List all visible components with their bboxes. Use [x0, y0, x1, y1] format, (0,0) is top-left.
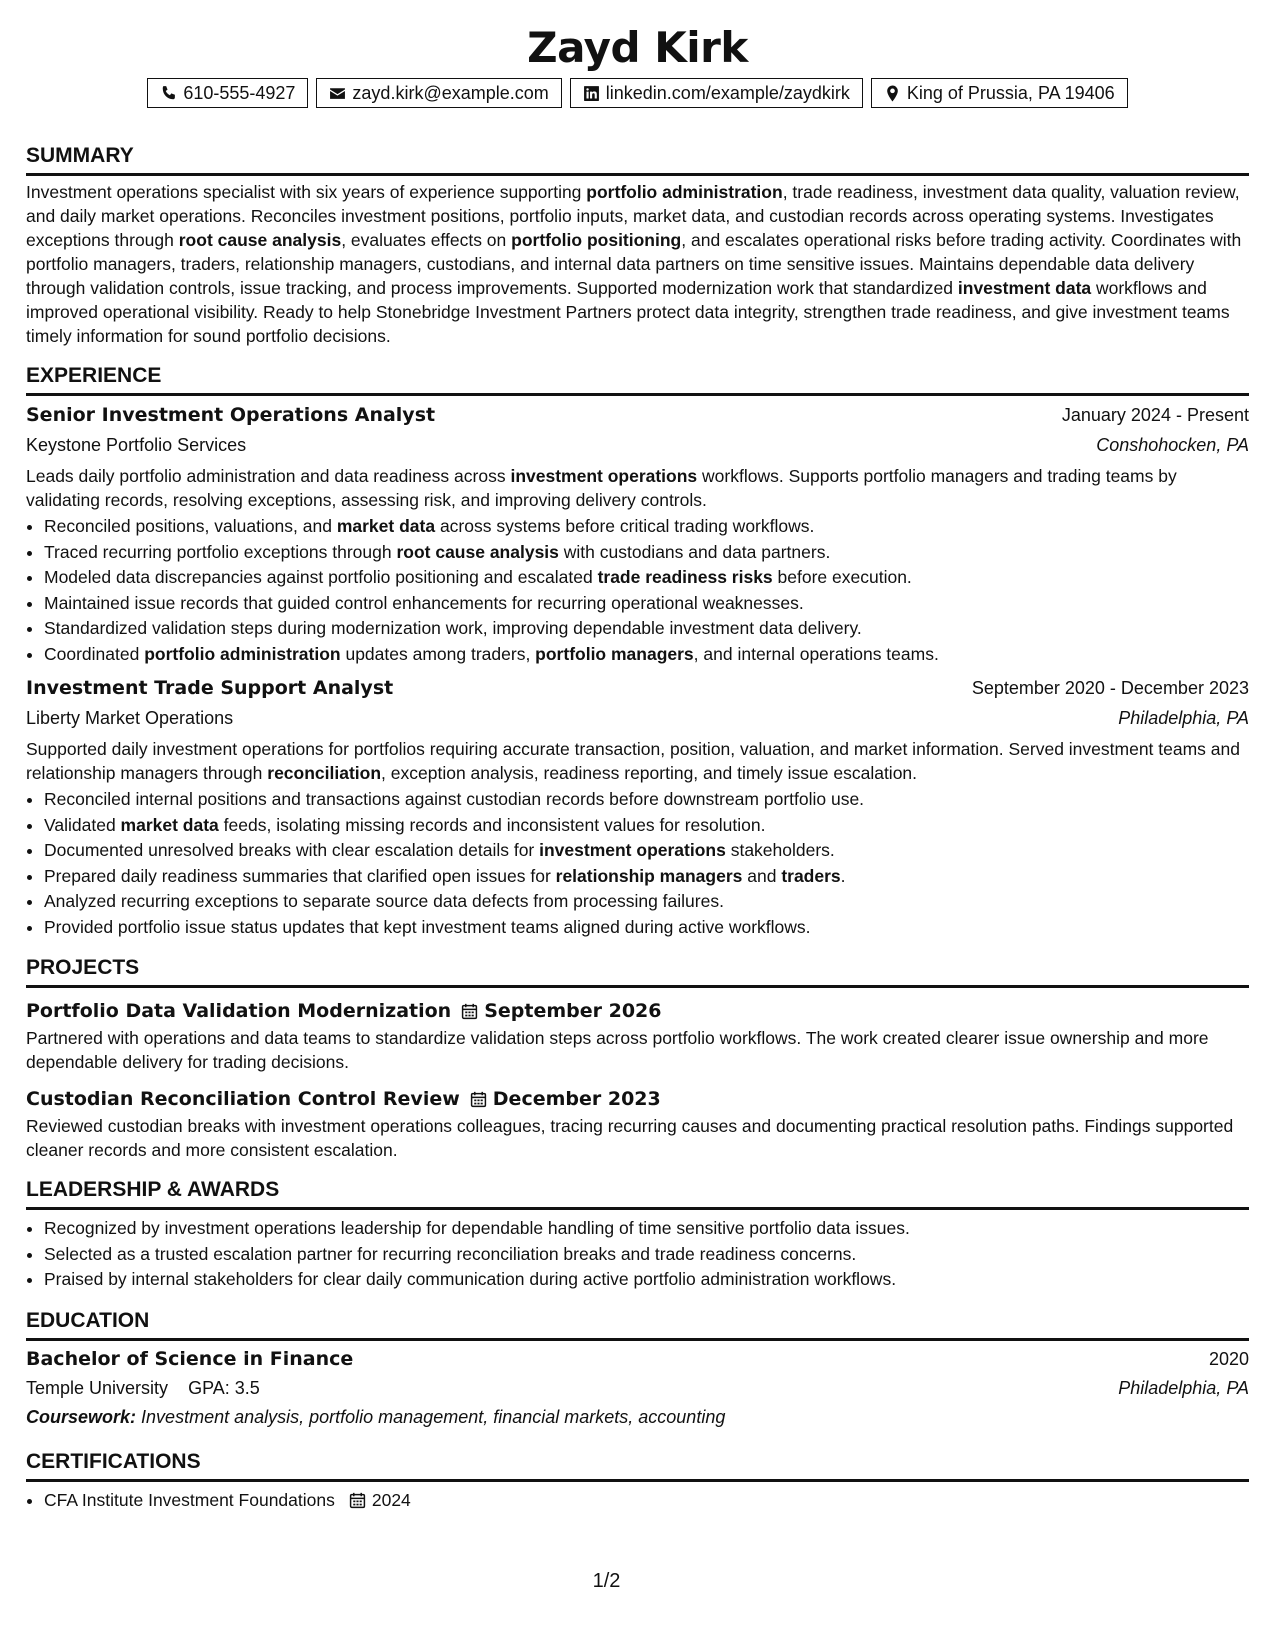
award-item: • Praised by internal stakeholders for clear daily communication during active portfolio administration workflows. — [44, 1267, 1249, 1293]
education-location: Philadelphia, PA — [1118, 1377, 1249, 1398]
bullet-item: • Maintained issue records that guided control enhancements for recurring operational weaknesses. — [44, 591, 1249, 617]
emphasis-text: portfolio managers — [535, 643, 694, 664]
email-text: zayd.kirk@example.com — [352, 83, 549, 103]
emphasis-text: market data — [120, 814, 219, 835]
calendar-icon — [461, 1003, 478, 1020]
project-entry — [26, 1084, 1249, 1162]
project-date-text: September 2026 — [484, 1000, 662, 1022]
bullet-item: • Reconciled positions, valuations, and market data across systems before critical trading workflows. — [44, 514, 1249, 540]
job-bullets — [26, 787, 1249, 940]
experience-heading: EXPERIENCE — [26, 362, 1249, 396]
job-description: Leads daily portfolio administration and data readiness across investment operations workflows. Supports portfolio managers and trading teams by validating records, resolving exceptions, assessing risk, and improving delivery controls. — [26, 466, 1177, 510]
linkedin-contact[interactable] — [570, 78, 863, 108]
certification-list — [26, 1488, 1249, 1514]
job-location: Philadelphia, PA — [1118, 708, 1249, 728]
emphasis-text: trade readiness risks — [597, 567, 773, 587]
emphasis-text: root cause analysis — [178, 230, 342, 250]
project-entry — [26, 996, 1249, 1074]
certification-name: • CFA Institute Investment Foundations — [44, 1489, 335, 1510]
location-contact — [871, 78, 1128, 108]
education-degree: Bachelor of Science in Finance — [26, 1347, 354, 1370]
project-date — [470, 1084, 661, 1114]
calendar-icon — [470, 1091, 487, 1108]
leadership-heading: LEADERSHIP & AWARDS — [26, 1176, 1249, 1210]
job-entry — [26, 673, 1249, 940]
bullet-item: • Reconciled internal positions and transactions against custodian records before downstream portfolio use. — [44, 787, 1249, 813]
emphasis-text: market data — [336, 516, 436, 536]
job-company: Keystone Portfolio Services — [26, 435, 247, 455]
emphasis-text: investment operations — [539, 840, 726, 860]
job-title: Investment Trade Support Analyst — [26, 677, 394, 699]
emphasis-text: relationship managers — [555, 865, 743, 886]
project-date — [461, 996, 661, 1026]
leadership-bullets — [26, 1216, 1249, 1293]
certification-date: 2024 — [371, 1489, 411, 1510]
emphasis-text: investment data — [957, 278, 1092, 298]
coursework-text: Investment analysis, portfolio management, financial markets, accounting — [141, 1406, 726, 1427]
bullet-item: • Traced recurring portfolio exceptions through root cause analysis with custodians and data partners. — [44, 540, 1249, 566]
linkedin-icon — [583, 85, 600, 102]
summary-section — [26, 142, 1249, 348]
job-location: Conshohocken, PA — [1096, 435, 1249, 455]
bullet-item: • Coordinated portfolio administration updates among traders, portfolio managers, and internal operations teams. — [44, 642, 1249, 668]
phone-icon — [160, 85, 177, 102]
experience-section — [26, 362, 1249, 940]
bullet-item: • Documented unresolved breaks with clear escalation details for investment operations stakeholders. — [44, 838, 1249, 864]
education-gpa: GPA: 3.5 — [188, 1377, 260, 1398]
education-section — [26, 1307, 1249, 1432]
project-title: Portfolio Data Validation Modernization — [26, 1000, 452, 1022]
summary-heading: SUMMARY — [26, 142, 1249, 176]
certifications-section — [26, 1448, 1249, 1514]
bullet-item: • Standardized validation steps during modernization work, improving dependable investment data delivery. — [44, 616, 1249, 642]
page-number: 1/2 — [592, 1570, 621, 1592]
job-company: Liberty Market Operations — [26, 708, 234, 728]
job-bullets — [26, 514, 1249, 667]
emphasis-text: portfolio administration — [586, 182, 783, 202]
bullet-item: • Prepared daily readiness summaries that clarified open issues for relationship managers and traders. — [44, 864, 1249, 890]
job-dates: September 2020 - December 2023 — [971, 678, 1249, 698]
award-item: • Selected as a trusted escalation partner for recurring reconciliation breaks and trade readiness concerns. — [44, 1242, 1249, 1268]
education-heading: EDUCATION — [26, 1307, 1249, 1341]
resume-page — [26, 20, 1249, 1513]
certifications-heading: CERTIFICATIONS — [26, 1448, 1249, 1482]
education-school: Temple University — [26, 1377, 169, 1398]
projects-section — [26, 954, 1249, 1162]
candidate-name: Zayd Kirk — [527, 23, 748, 72]
summary-text: Investment operations specialist with six years of experience supporting portfolio administration, trade readiness, investment data quality, valuation review, and daily market operations. Reconciles investment positions, portfolio inputs, market data, and custodian records across operating systems. Investigates exceptions through root cause analysis, evaluates effects on portfolio positioning, and escalates operational risks before trading activity. Coordinates with portfolio managers, traders, relationship managers, custodians, and internal data partners on time sensitive issues. Maintains dependable data delivery through validation controls, issue tracking, and process improvements. Supported modernization work that standardized investment data workflows and improved operational visibility. Ready to help Stonebridge Investment Partners protect data integrity, strengthen trade readiness, and give investment teams timely information for sound portfolio decisions. — [26, 182, 1242, 346]
bullet-item: • Analyzed recurring exceptions to separate source data defects from processing failures. — [44, 889, 1249, 915]
emphasis-text: investment operations — [510, 466, 698, 486]
project-title: Custodian Reconciliation Control Review — [26, 1088, 460, 1110]
job-title: Senior Investment Operations Analyst — [26, 404, 436, 426]
projects-heading: PROJECTS — [26, 954, 1249, 988]
project-description: Reviewed custodian breaks with investment operations colleagues, tracing recurring causes and documenting practical resolution paths. Findings supported cleaner records and more consistent escalation. — [26, 1116, 1234, 1160]
map-pin-icon — [884, 85, 901, 102]
phone-contact[interactable] — [147, 78, 308, 108]
coursework-line — [26, 1403, 1249, 1432]
emphasis-text: root cause analysis — [396, 541, 559, 562]
bullet-item: • Validated market data feeds, isolating missing records and inconsistent values for resolution. — [44, 813, 1249, 839]
job-description: Supported daily investment operations for portfolios requiring accurate transaction, position, valuation, and market information. Served investment teams and relationship managers through reconciliation, exception analysis, readiness reporting, and timely issue escalation. — [26, 739, 1240, 783]
envelope-icon — [329, 85, 346, 102]
project-description: Partnered with operations and data teams to standardize validation steps across portfolio workflows. The work created clearer issue ownership and more dependable delivery for trading decisions. — [26, 1028, 1209, 1072]
job-dates: January 2024 - Present — [1061, 405, 1249, 425]
email-contact[interactable] — [316, 78, 561, 108]
calendar-icon — [349, 1492, 366, 1509]
bullet-item: • Provided portfolio issue status updates that kept investment teams aligned during active workflows. — [44, 915, 1249, 941]
emphasis-text: traders — [781, 865, 841, 886]
contact-bar — [26, 78, 1249, 108]
project-date-text: December 2023 — [492, 1088, 661, 1110]
emphasis-text: reconciliation — [267, 763, 382, 783]
emphasis-text: portfolio administration — [144, 643, 341, 664]
education-year: 2020 — [1208, 1348, 1249, 1369]
phone-text: 610-555-4927 — [183, 83, 296, 103]
award-item: • Recognized by investment operations leadership for dependable handling of time sensitive portfolio data issues. — [44, 1216, 1249, 1242]
coursework-label: Coursework: — [26, 1406, 137, 1427]
certification-item — [44, 1488, 1249, 1514]
leadership-section — [26, 1176, 1249, 1293]
emphasis-text: portfolio positioning — [511, 230, 682, 250]
linkedin-text: linkedin.com/example/zaydkirk — [605, 83, 850, 103]
bullet-item: • Modeled data discrepancies against portfolio positioning and escalated trade readiness risks before execution. — [44, 565, 1249, 591]
location-text: King of Prussia, PA 19406 — [906, 83, 1115, 103]
job-entry — [26, 400, 1249, 667]
